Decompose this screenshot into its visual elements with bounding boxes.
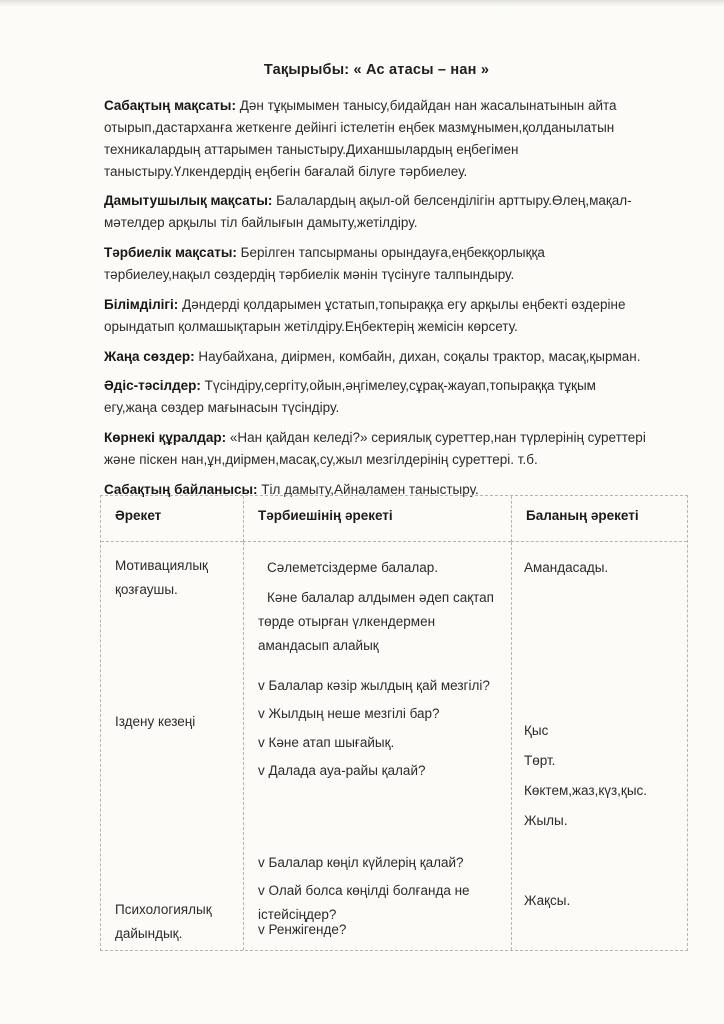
child-action-item: Жақсы. bbox=[524, 893, 571, 908]
teacher-action-column bbox=[243, 542, 511, 950]
stage-label: Іздену кезеңі bbox=[115, 714, 196, 729]
teacher-action-item: v Балалар көңіл күйлерің қалай? bbox=[258, 855, 464, 870]
stage-label: Мотивациялық қозғаушы. bbox=[115, 558, 208, 598]
stage-label: Психологиялық дайындық. bbox=[115, 902, 212, 942]
paragraph-text: Наубайхана, диірмен, комбайн, дихан, соқалы трактор, масақ,қырман. bbox=[198, 348, 641, 364]
teacher-action-item: v Жылдың неше мезгілі бар? bbox=[258, 706, 440, 721]
column-header-child-action: Баланың әрекеті bbox=[511, 496, 687, 542]
paragraph-label: Жаңа сөздер: bbox=[104, 348, 195, 364]
paragraph-text: «Нан қайдан келеді?» сериялық суреттер,нан түрлерінің суреттері және піскен нан,ұн,диірмен,масақ,су,жыл мезгілдерінің суреттері. т.б. bbox=[104, 430, 646, 468]
paragraph-label: Сабақтың байланысы: bbox=[104, 481, 258, 497]
child-action-item: Қыс bbox=[524, 723, 549, 738]
paragraph-text: Балалардың ақыл-ой белсенділігін арттыру.Өлең,мақал-мәтелдер арқылы тіл байлығын дамыту,жетілдіру. bbox=[104, 193, 632, 231]
child-action-item: Жылы. bbox=[524, 813, 568, 828]
column-header-action: Әрекет bbox=[101, 496, 243, 542]
child-action-item: Амандасады. bbox=[524, 560, 609, 575]
paragraph-visual-aids bbox=[104, 427, 652, 471]
page-title: Тақырыбы: « Ас атасы – нан » bbox=[263, 62, 490, 78]
teacher-action-item: v Кәне атап шығайық. bbox=[258, 735, 395, 750]
teacher-action-item: v Ренжігенде? bbox=[258, 922, 347, 937]
paragraph-label: Сабақтың мақсаты: bbox=[104, 98, 236, 113]
paragraph-label: Көрнекі құралдар: bbox=[104, 430, 227, 446]
paragraph-educational-goal bbox=[104, 242, 652, 286]
paragraph-text: Тіл дамыту,Айналамен таныстыру. bbox=[261, 481, 479, 497]
child-action-column bbox=[511, 542, 687, 950]
paragraph-developmental-goal bbox=[104, 190, 652, 234]
paragraph-text: Түсіндіру,сергіту,ойын,әңгімелеу,сұрақ-жауап,топыраққа тұқым егу,жаңа сөздер мағынасын түсіндіру. bbox=[104, 378, 596, 416]
paragraph-label: Білімділігі: bbox=[104, 296, 179, 312]
teacher-action-item: v Далада ауа-райы қалай? bbox=[258, 763, 426, 778]
paragraph-label: Дамытушылық мақсаты: bbox=[104, 193, 273, 209]
document-page bbox=[0, 0, 724, 501]
child-action-item: Төрт. bbox=[524, 753, 556, 768]
table-header-row bbox=[101, 496, 687, 542]
paragraph-label: Тәрбиелік мақсаты: bbox=[104, 245, 237, 261]
paragraph-text: Берілген тапсырманы орындауға,еңбекқорлыққа тәрбиелеу,нақыл сөздердің тәрбиелік мәнін түсінуге талпындыру. bbox=[104, 245, 545, 283]
lesson-activity-table bbox=[100, 495, 688, 951]
paragraph-text: Дән тұқымымен танысу,бидайдан нан жасалынатынын айта отырып,дастарханға жеткенге дейінгі істелетін еңбек мазмұнымен,қолданылатын техникалардың аттарымен таныстыру.Диханшылардың еңбегімен таныстыру.Үлкендердің еңбегін бағалай білуге тәрбиелеу. bbox=[104, 98, 617, 179]
table-body-row bbox=[101, 542, 687, 950]
teacher-action-item: Сәлеметсіздерме балалар. bbox=[267, 560, 439, 575]
stage-column bbox=[101, 542, 243, 950]
teacher-action-item: v Балалар кәзір жылдың қай мезгілі? bbox=[258, 678, 490, 693]
paragraph-text: Дәндерді қолдарымен ұстатып,топыраққа егу арқылы еңбекті өздеріне орындатып қолмашықтарын жетілдіру.Еңбектерің жемісін көрсету. bbox=[104, 296, 626, 334]
teacher-action-item: v Олай болса көңілді болғанда не істейсіңдер? bbox=[258, 883, 470, 923]
teacher-action-item: Кәне балалар алдымен әдеп сақтап төрде отырған үлкендермен амандасып алайық bbox=[258, 590, 494, 654]
lesson-plan-paragraphs bbox=[104, 95, 652, 501]
child-action-item: Көктем,жаз,күз,қыс. bbox=[524, 783, 648, 798]
paragraph-new-words bbox=[104, 346, 652, 368]
paragraph-label: Әдіс-тәсілдер: bbox=[104, 378, 201, 394]
paragraph-knowledge bbox=[104, 294, 652, 338]
paragraph-lesson-goal bbox=[104, 95, 652, 182]
paragraph-methods bbox=[104, 375, 652, 419]
column-header-teacher-action: Тәрбиешінің әрекеті bbox=[243, 496, 511, 542]
